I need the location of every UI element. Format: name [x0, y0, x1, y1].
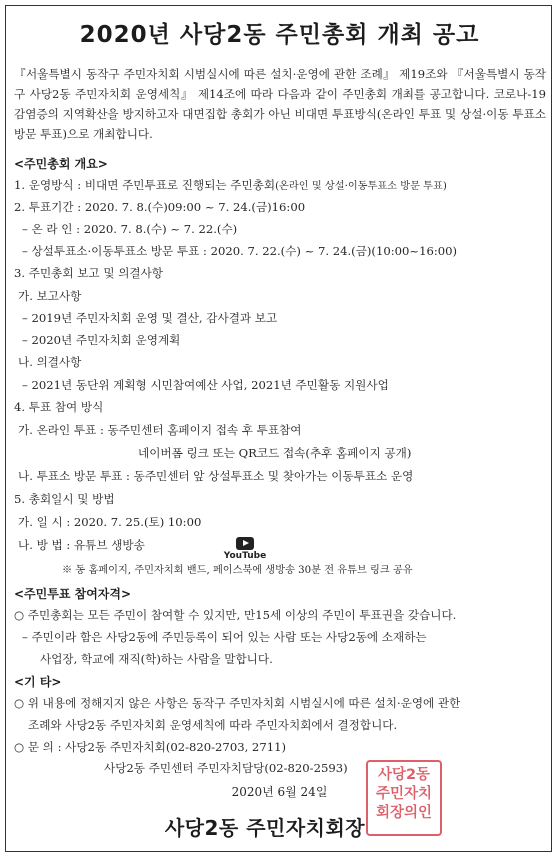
contact-line-1: ○ 문 의 : 사당2동 주민자치회(02-820-2703, 2711) — [14, 740, 286, 754]
seal-line-2: 주민자치 — [375, 786, 433, 802]
misc-line-1: ○ 위 내용에 정해지지 않은 사항은 동작구 주민자치회 시범실시에 따른 설치·운영에 관한 — [14, 696, 461, 710]
youtube-logo — [222, 537, 268, 563]
youtube-logo-text: YouTube — [223, 551, 267, 561]
report-item-2: – 2020년 주민자치회 운영계획 — [22, 333, 181, 347]
youtube-play-icon — [236, 537, 254, 550]
period-online: – 온 라 인 : 2020. 7. 8.(수) ~ 7. 22.(수) — [22, 222, 238, 236]
schedule-method: 나. 방 법 : 유튜브 생방송 — [18, 538, 145, 552]
report-subheading: 가. 보고사항 — [18, 289, 82, 303]
vote-online-1: 가. 온라인 투표 : 동주민센터 홈페이지 접속 후 투표참여 — [18, 423, 302, 437]
misc-line-2: 조례와 사당2동 주민자치회 운영세칙에 따라 주민자치회에서 결정합니다. — [28, 718, 398, 732]
period-booth: – 상설투표소·이동투표소 방문 투표 : 2020. 7. 22.(수) ~ 7. 24.(금)(10:00~16:00) — [22, 244, 458, 258]
schedule-date: 가. 일 시 : 2020. 7. 25.(토) 10:00 — [18, 515, 202, 529]
overview-heading: <주민총회 개요> — [14, 157, 108, 171]
method-text: 1. 운영방식 : 비대면 주민투표로 진행되는 주민총회 — [14, 178, 276, 192]
misc-heading: <기 타> — [14, 675, 62, 689]
intro-paragraph: 『서울특별시 동작구 주민자치회 시범실시에 따른 설치·운영에 관한 조례』 제19조와 『서울특별시 동작구 사당2동 주민자치회 운영세칙』 제14조에 따라 다음과 같이 주민총회 개최를 공고합니다. 코로나-19 감염증의 지역확산을 방지하고자 대면집합 총회가 아닌 비대면 투표방식(온라인 투표 및 상설·이동 투표소 방문 투표)으로 개최합니다. — [14, 67, 546, 141]
report-item-1: – 2019년 주민자치회 운영 및 결산, 감사결과 보고 — [22, 311, 278, 325]
vote-booth: 나. 투표소 방문 투표 : 동주민센터 앞 상설투표소 및 찾아가는 이동투표소 운영 — [18, 469, 414, 483]
eligibility-line-2: – 주민이라 함은 사당2동에 주민등록이 되어 있는 사람 또는 사당2동에 소재하는 — [22, 630, 427, 644]
vote-online-2: 네이버폼 링크 또는 QR코드 접속(추후 홈페이지 공개) — [138, 446, 412, 460]
eligibility-line-3: 사업장, 학교에 재직(학)하는 사람을 말합니다. — [40, 652, 273, 666]
signature: 사당2동 주민자치회장 — [164, 816, 366, 840]
method-note: (온라인 및 상설·이동투표소 방문 투표) — [275, 181, 447, 192]
overview-method — [14, 177, 447, 193]
resolution-subheading: 나. 의결사항 — [18, 355, 82, 369]
seal-line-1: 사당2동 — [377, 767, 431, 783]
overview-period: 2. 투표기간 : 2020. 7. 8.(수)09:00 ~ 7. 24.(금)16:00 — [14, 200, 306, 214]
eligibility-heading: <주민투표 참여자격> — [14, 587, 132, 601]
schedule-note: ※ 동 홈페이지, 주민자치회 밴드, 페이스북에 생방송 30분 전 유튜브 링크 공유 — [62, 565, 413, 576]
resolution-item-1: – 2021년 동단위 계획형 시민참여예산 사업, 2021년 주민활동 지원사업 — [22, 378, 389, 392]
vote-heading: 4. 투표 참여 방식 — [14, 400, 104, 414]
notice-date: 2020년 6월 24일 — [231, 785, 328, 799]
contact-line-2: 사당2동 주민센터 주민자치담당(02-820-2593) — [104, 761, 348, 775]
report-heading: 3. 주민총회 보고 및 의결사항 — [14, 266, 163, 280]
eligibility-line-1: ○ 주민총회는 모든 주민이 참여할 수 있지만, 만15세 이상의 주민이 투표권을 갖습니다. — [14, 608, 457, 622]
notice-title: 2020년 사당2동 주민총회 개최 공고 — [79, 22, 480, 48]
schedule-heading: 5. 총회일시 및 방법 — [14, 492, 115, 506]
seal-line-3: 회장의인 — [375, 805, 433, 821]
